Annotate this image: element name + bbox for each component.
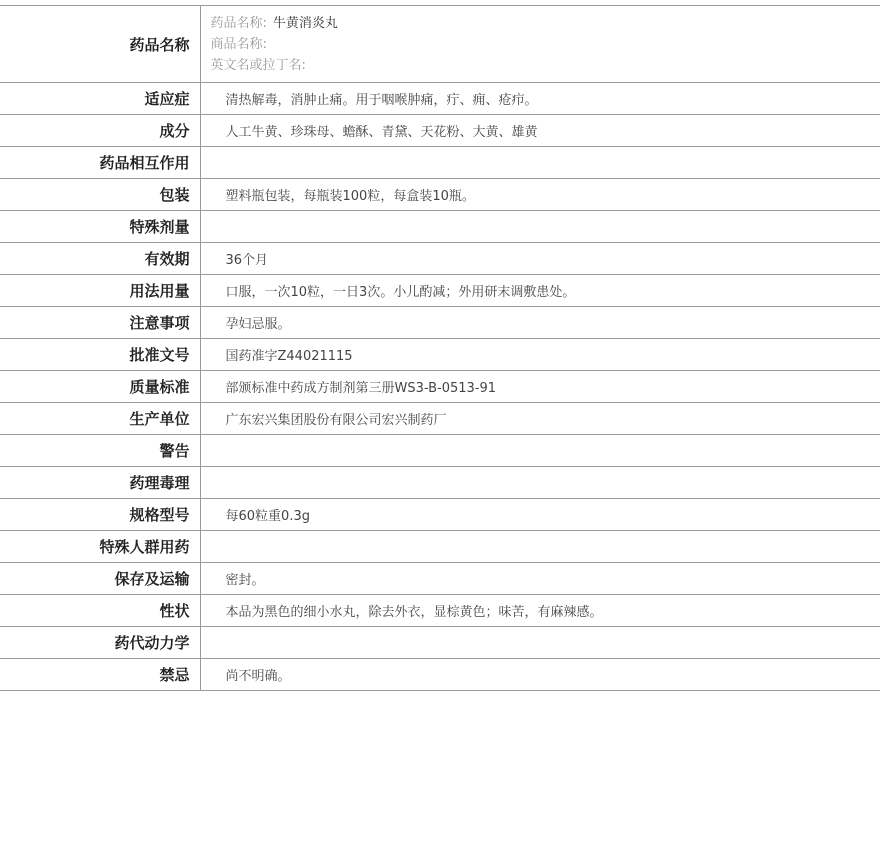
table-row (0, 243, 880, 275)
table-row (0, 211, 880, 243)
row-value: 广东宏兴集团股份有限公司宏兴制药厂 (200, 403, 880, 435)
drug-names-cell (200, 6, 880, 83)
row-label: 成分 (0, 115, 200, 147)
row-value (200, 467, 880, 499)
row-label: 药品名称 (0, 6, 200, 83)
table-row (0, 659, 880, 691)
row-value: 国药准字Z44021115 (200, 339, 880, 371)
table-row (0, 275, 880, 307)
drug-name-label: 药品名称: (210, 15, 267, 31)
table-row (0, 595, 880, 627)
row-value: 尚不明确。 (200, 659, 880, 691)
english-name-line (211, 55, 880, 76)
row-value: 清热解毒，消肿止痛。用于咽喉肿痛，疔、痈、疮疖。 (200, 83, 880, 115)
row-value (200, 211, 880, 243)
row-value: 部颁标准中药成方制剂第三册WS3-B-0513-91 (200, 371, 880, 403)
table-row (0, 307, 880, 339)
row-value (200, 531, 880, 563)
table-row (0, 339, 880, 371)
row-value: 塑料瓶包装，每瓶装100粒，每盒装10瓶。 (200, 179, 880, 211)
drug-info-table (0, 5, 880, 691)
row-value: 口服，一次10粒，一日3次。小儿酌减；外用研末调敷患处。 (200, 275, 880, 307)
row-value (200, 147, 880, 179)
table-row (0, 627, 880, 659)
trade-name-line (211, 34, 880, 55)
row-label: 保存及运输 (0, 563, 200, 595)
table-row (0, 371, 880, 403)
row-label: 性状 (0, 595, 200, 627)
table-row (0, 467, 880, 499)
row-label: 规格型号 (0, 499, 200, 531)
row-value (200, 435, 880, 467)
row-label: 禁忌 (0, 659, 200, 691)
drug-name-value: 牛黄消炎丸 (272, 15, 338, 31)
table-row (0, 403, 880, 435)
row-value: 36个月 (200, 243, 880, 275)
row-label: 质量标准 (0, 371, 200, 403)
row-label: 生产单位 (0, 403, 200, 435)
row-label: 适应症 (0, 83, 200, 115)
row-value: 本品为黑色的细小水丸，除去外衣，显棕黄色；味苦，有麻辣感。 (200, 595, 880, 627)
row-value: 密封。 (200, 563, 880, 595)
row-label: 有效期 (0, 243, 200, 275)
table-row (0, 531, 880, 563)
table-row (0, 499, 880, 531)
table-row (0, 435, 880, 467)
table-row (0, 115, 880, 147)
table-row (0, 83, 880, 115)
row-label: 用法用量 (0, 275, 200, 307)
english-name-label: 英文名或拉丁名: (210, 57, 306, 73)
row-label: 注意事项 (0, 307, 200, 339)
row-label: 警告 (0, 435, 200, 467)
table-row (0, 563, 880, 595)
row-value: 每60粒重0.3g (200, 499, 880, 531)
row-value (200, 627, 880, 659)
table-row (0, 179, 880, 211)
row-label: 药代动力学 (0, 627, 200, 659)
table-row-drug-name (0, 6, 880, 83)
row-label: 药品相互作用 (0, 147, 200, 179)
table-row (0, 147, 880, 179)
row-label: 药理毒理 (0, 467, 200, 499)
trade-name-label: 商品名称: (210, 36, 267, 52)
row-label: 特殊人群用药 (0, 531, 200, 563)
row-label: 包装 (0, 179, 200, 211)
row-value: 孕妇忌服。 (200, 307, 880, 339)
row-label: 特殊剂量 (0, 211, 200, 243)
drug-name-line (211, 13, 880, 34)
row-value: 人工牛黄、珍珠母、蟾酥、青黛、天花粉、大黄、雄黄 (200, 115, 880, 147)
row-label: 批准文号 (0, 339, 200, 371)
